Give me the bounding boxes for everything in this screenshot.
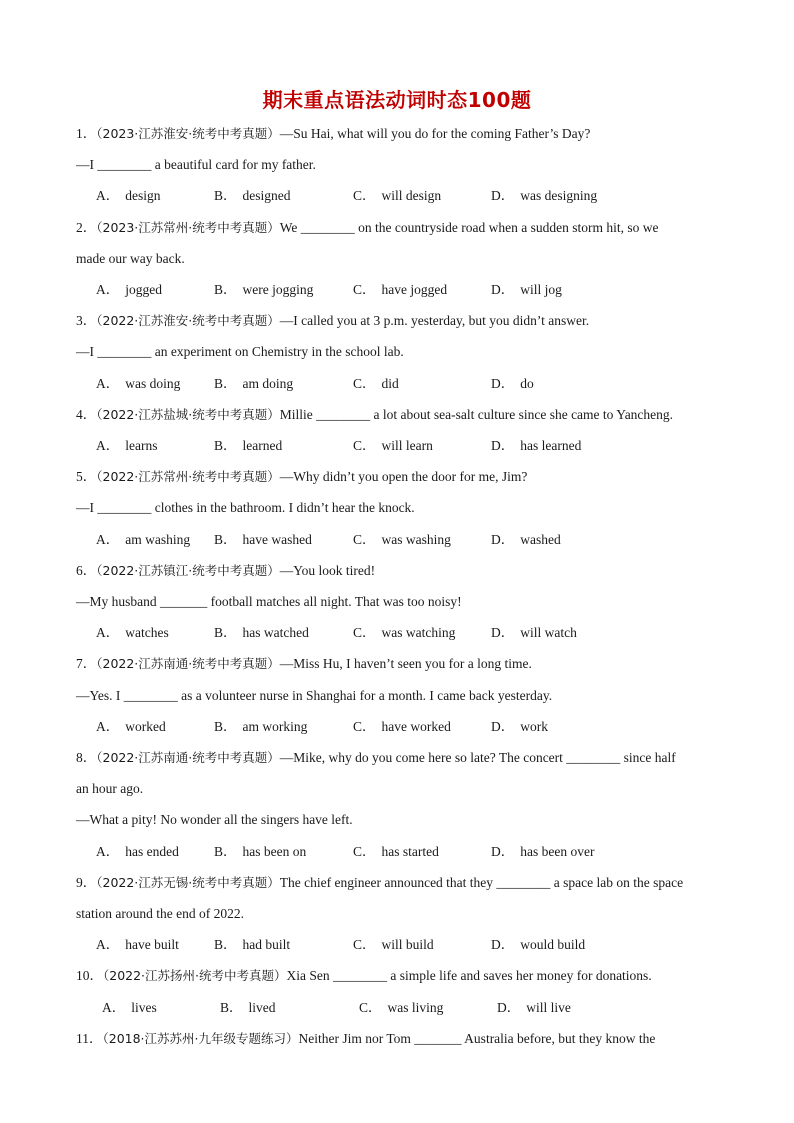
- answer-option: [353, 376, 399, 392]
- question-stem: [76, 1031, 655, 1047]
- option-text: had built: [242, 937, 291, 953]
- option-letter: D．: [497, 999, 521, 1015]
- question-text: Xia Sen ________ a simple life and saves her money for donations.: [286, 968, 652, 984]
- answer-option: [359, 1000, 443, 1016]
- option-letter: B．: [214, 718, 237, 734]
- question-number: 4．: [76, 406, 97, 422]
- question-stem: [76, 875, 683, 891]
- option-text: will watch: [520, 625, 577, 641]
- option-letter: C．: [353, 843, 376, 859]
- option-text: will live: [526, 999, 571, 1015]
- option-letter: D．: [491, 375, 515, 391]
- answer-option: [491, 625, 577, 641]
- option-letter: A．: [96, 625, 120, 641]
- answer-option: [353, 937, 434, 953]
- option-letter: D．: [491, 718, 515, 734]
- option-letter: B．: [214, 282, 237, 297]
- option-letter: D．: [491, 438, 515, 453]
- option-text: worked: [125, 718, 166, 734]
- option-letter: D．: [491, 937, 515, 953]
- answer-option: [214, 719, 307, 735]
- option-text: am working: [242, 718, 308, 734]
- question-stem: [76, 563, 375, 579]
- answer-option: [353, 188, 441, 204]
- option-letter: C．: [353, 282, 376, 297]
- option-text: lived: [248, 999, 276, 1015]
- question-source: （2022·江苏无锡·统考中考真题）: [96, 874, 280, 890]
- answer-option: [491, 282, 562, 298]
- option-letter: A．: [96, 438, 120, 453]
- option-letter: B．: [214, 843, 237, 859]
- answer-option: [353, 532, 451, 548]
- question-text: —You look tired!: [279, 562, 376, 578]
- option-letter: B．: [214, 375, 237, 391]
- answer-option: [491, 376, 534, 392]
- option-text: will jog: [520, 282, 562, 297]
- option-letter: A．: [102, 999, 126, 1015]
- question-text: Neither Jim nor Tom _______ Australia before, but they know the: [298, 1030, 656, 1046]
- option-letter: D．: [491, 531, 515, 547]
- question-text: —Miss Hu, I haven’t seen you for a long time.: [279, 656, 532, 672]
- answer-option: [214, 188, 291, 204]
- answer-option: [214, 438, 282, 454]
- option-text: would build: [520, 937, 586, 953]
- question-source: （2022·江苏南通·统考中考真题）: [96, 656, 280, 672]
- answer-option: [96, 532, 190, 548]
- option-text: were jogging: [242, 282, 314, 297]
- question-line: —Yes. I ________ as a volunteer nurse in Shanghai for a month. I came back yesterday.: [76, 687, 553, 703]
- question-line: —What a pity! No wonder all the singers have left.: [76, 812, 353, 828]
- answer-option: [96, 625, 169, 641]
- question-source: （2022·江苏镇江·统考中考真题）: [96, 562, 280, 578]
- option-text: have washed: [242, 531, 312, 547]
- option-letter: C．: [353, 625, 376, 641]
- option-text: was watching: [381, 625, 456, 641]
- question-number: 2．: [76, 219, 97, 235]
- answer-option: [353, 282, 447, 298]
- option-letter: A．: [96, 531, 120, 547]
- option-text: did: [381, 375, 399, 391]
- option-letter: A．: [96, 718, 120, 734]
- question-number: 5．: [76, 469, 97, 485]
- question-stem: [76, 313, 589, 329]
- answer-option: [96, 282, 162, 298]
- option-letter: C．: [353, 937, 376, 953]
- question-text: The chief engineer announced that they ________ a space lab on the space: [279, 874, 684, 890]
- answer-option: [96, 438, 157, 454]
- option-letter: A．: [96, 375, 120, 391]
- question-line: an hour ago.: [76, 781, 144, 797]
- option-text: do: [520, 375, 534, 391]
- answer-option: [214, 625, 309, 641]
- answer-option: [214, 937, 290, 953]
- option-text: was designing: [520, 188, 598, 204]
- answer-option: [353, 719, 451, 735]
- option-text: has started: [381, 843, 439, 859]
- answer-option: [214, 532, 312, 548]
- answer-option: [96, 188, 161, 204]
- question-number: 11．: [76, 1030, 103, 1046]
- question-source: （2022·江苏南通·统考中考真题）: [96, 750, 280, 765]
- option-letter: D．: [491, 282, 515, 297]
- option-text: was living: [387, 999, 444, 1015]
- question-number: 10．: [76, 968, 103, 984]
- question-stem: [76, 407, 673, 423]
- answer-option: [491, 937, 585, 953]
- option-text: will build: [381, 937, 434, 953]
- option-letter: B．: [214, 438, 237, 453]
- question-line: made our way back.: [76, 250, 185, 266]
- option-letter: B．: [214, 625, 237, 641]
- answer-option: [214, 282, 313, 298]
- option-letter: A．: [96, 282, 120, 297]
- answer-option: [491, 188, 597, 204]
- question-number: 7．: [76, 656, 97, 672]
- question-text: —Mike, why do you come here so late? The concert ________ since half: [279, 750, 676, 765]
- option-letter: C．: [353, 438, 376, 453]
- option-letter: C．: [353, 718, 376, 734]
- option-letter: B．: [214, 531, 237, 547]
- question-number: 9．: [76, 874, 97, 890]
- option-letter: A．: [96, 937, 120, 953]
- option-text: watches: [125, 625, 169, 641]
- question-stem: [76, 750, 676, 766]
- option-text: has ended: [125, 843, 179, 859]
- option-text: learned: [242, 438, 283, 453]
- option-text: have built: [125, 937, 179, 953]
- question-stem: [76, 220, 658, 236]
- option-text: was washing: [381, 531, 451, 547]
- option-text: am washing: [125, 531, 191, 547]
- question-source: （2018·江苏苏州·九年级专题练习）: [102, 1030, 299, 1046]
- option-text: am doing: [242, 375, 294, 391]
- question-source: （2022·江苏常州·统考中考真题）: [96, 469, 280, 485]
- option-text: has been on: [242, 843, 307, 859]
- option-text: learns: [125, 438, 158, 453]
- option-letter: C．: [353, 531, 376, 547]
- question-number: 6．: [76, 562, 97, 578]
- answer-option: [491, 532, 561, 548]
- question-text: We ________ on the countryside road when a sudden storm hit, so we: [279, 219, 659, 235]
- option-letter: A．: [96, 843, 120, 859]
- option-letter: B．: [220, 999, 243, 1015]
- option-text: will design: [381, 188, 442, 204]
- option-letter: C．: [359, 999, 382, 1015]
- option-text: design: [125, 188, 161, 204]
- question-text: —I called you at 3 p.m. yesterday, but you didn’t answer.: [279, 313, 590, 329]
- option-text: lives: [131, 999, 157, 1015]
- option-letter: C．: [353, 188, 376, 204]
- answer-option: [214, 376, 293, 392]
- answer-option: [102, 1000, 157, 1016]
- question-stem: [76, 469, 527, 485]
- option-text: have jogged: [381, 282, 448, 297]
- option-text: was doing: [125, 375, 181, 391]
- answer-option: [214, 844, 306, 860]
- option-text: have worked: [381, 718, 451, 734]
- question-source: （2022·江苏扬州·统考中考真题）: [103, 968, 287, 984]
- option-text: has learned: [520, 438, 582, 453]
- question-stem: [76, 968, 652, 984]
- question-number: 1．: [76, 126, 97, 141]
- question-source: （2022·江苏盐城·统考中考真题）: [96, 406, 280, 422]
- answer-option: [491, 719, 548, 735]
- answer-option: [353, 438, 433, 454]
- answer-option: [491, 844, 594, 860]
- answer-option: [220, 1000, 276, 1016]
- question-text: —Su Hai, what will you do for the coming Father’s Day?: [279, 126, 591, 141]
- option-letter: A．: [96, 188, 120, 204]
- question-line: —I ________ a beautiful card for my father.: [76, 157, 316, 173]
- answer-option: [497, 1000, 571, 1016]
- question-source: （2022·江苏淮安·统考中考真题）: [96, 313, 280, 329]
- answer-option: [353, 625, 455, 641]
- option-text: jogged: [125, 282, 162, 297]
- question-source: （2023·江苏常州·统考中考真题）: [96, 219, 280, 235]
- option-letter: D．: [491, 843, 515, 859]
- question-stem: [76, 656, 532, 672]
- question-stem: [76, 126, 590, 142]
- answer-option: [491, 438, 581, 454]
- option-text: washed: [520, 531, 561, 547]
- answer-option: [353, 844, 439, 860]
- option-letter: D．: [491, 625, 515, 641]
- question-line: —I ________ clothes in the bathroom. I didn’t hear the knock.: [76, 500, 415, 516]
- option-text: will learn: [381, 438, 433, 453]
- option-letter: B．: [214, 188, 237, 204]
- question-number: 8．: [76, 750, 97, 765]
- question-line: —My husband _______ football matches all night. That was too noisy!: [76, 594, 462, 609]
- question-text: Millie ________ a lot about sea-salt culture since she came to Yancheng.: [279, 406, 674, 422]
- option-letter: B．: [214, 937, 237, 953]
- option-text: designed: [242, 188, 291, 204]
- answer-option: [96, 937, 179, 953]
- question-line: station around the end of 2022.: [76, 906, 244, 921]
- page-title: 期末重点语法动词时态100题: [262, 88, 532, 112]
- question-number: 3．: [76, 313, 97, 329]
- option-letter: C．: [353, 375, 376, 391]
- answer-option: [96, 844, 179, 860]
- option-letter: D．: [491, 188, 515, 204]
- option-text: has watched: [242, 625, 309, 641]
- question-source: （2023·江苏淮安·统考中考真题）: [96, 126, 280, 141]
- question-text: —Why didn’t you open the door for me, Jim?: [279, 469, 528, 485]
- answer-option: [96, 719, 166, 735]
- answer-option: [96, 376, 180, 392]
- question-line: —I ________ an experiment on Chemistry in the school lab.: [76, 344, 404, 360]
- option-text: has been over: [520, 843, 595, 859]
- option-text: work: [520, 718, 548, 734]
